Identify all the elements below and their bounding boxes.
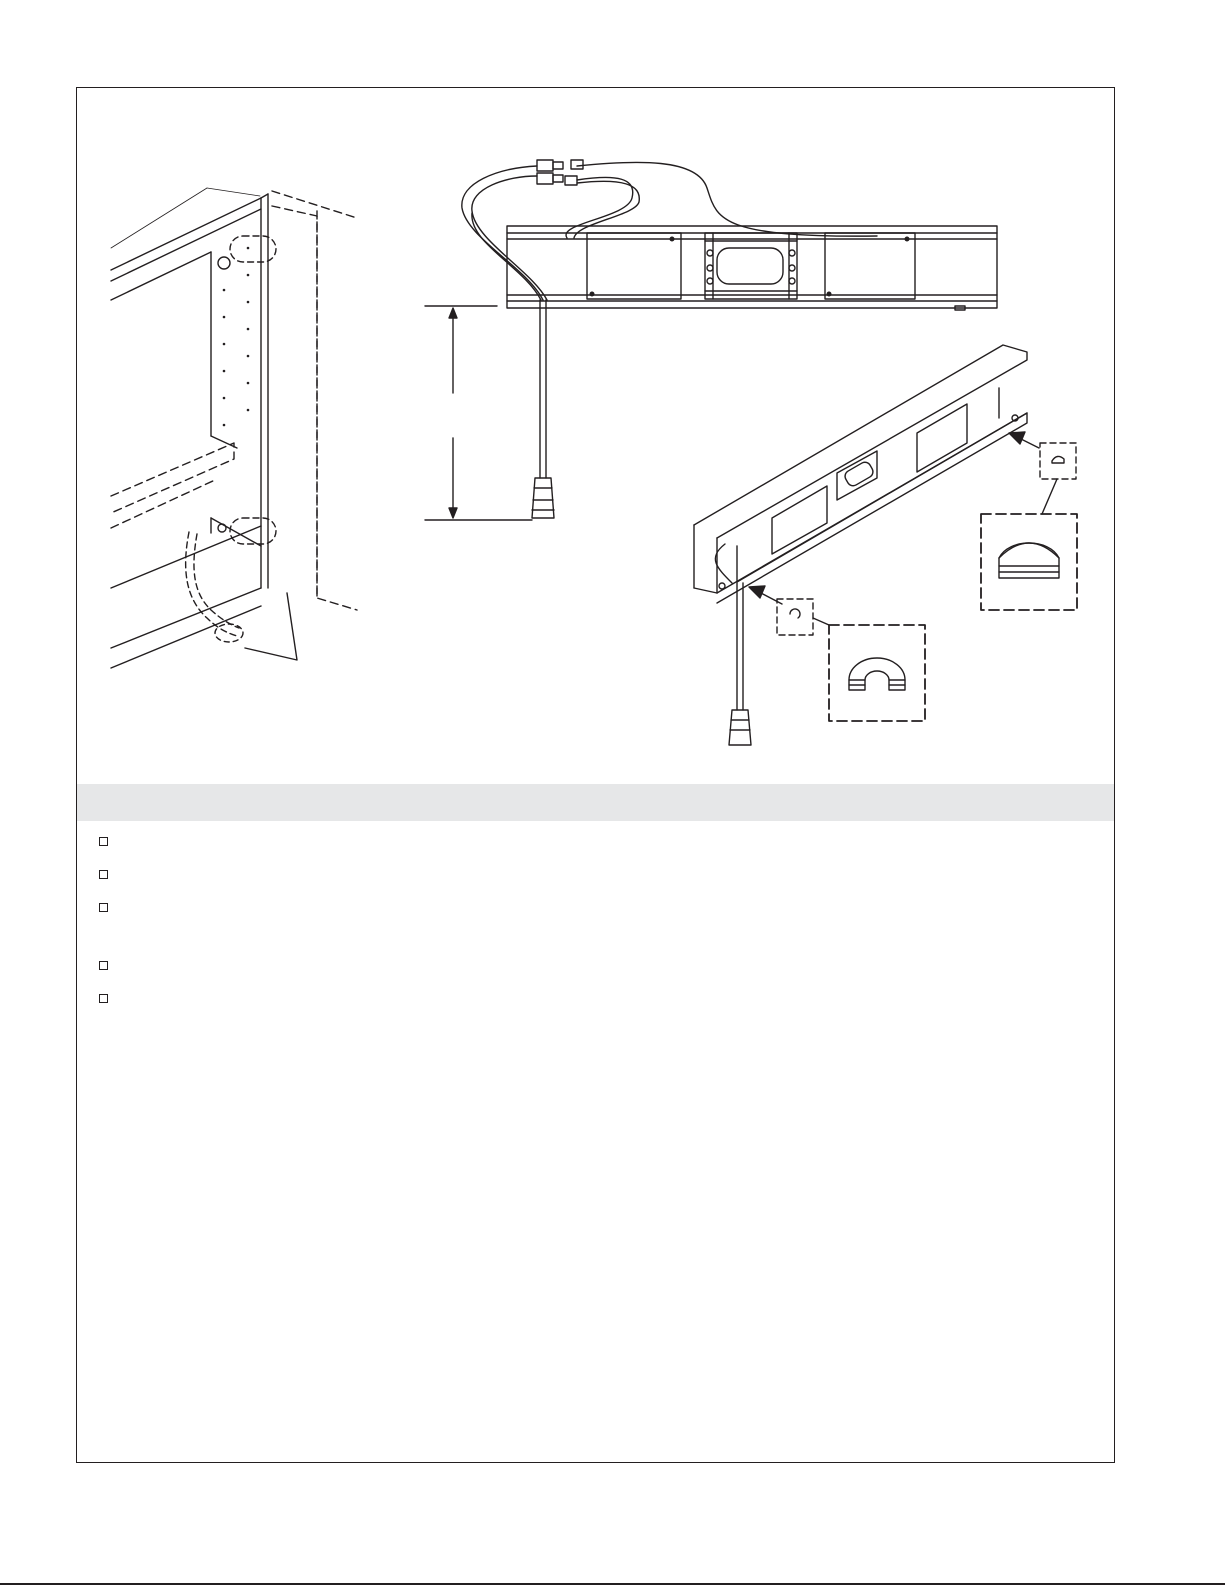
checkbox-icon[interactable]: [99, 870, 108, 879]
checkbox-icon[interactable]: [99, 961, 108, 970]
channel-front-view-illustration: [425, 160, 997, 520]
grommet-detail-icon: [777, 599, 925, 721]
checkbox-icon[interactable]: [99, 903, 108, 912]
plug-detail-icon: [981, 443, 1077, 610]
checkbox-icon[interactable]: [99, 837, 108, 846]
checklist-item: [99, 900, 1089, 916]
section-heading-band: [77, 784, 1114, 821]
checklist-item: [99, 958, 1089, 974]
cabinet-side-panel-illustration: [111, 188, 357, 668]
checklist-item: [99, 867, 1089, 883]
checkbox-icon[interactable]: [99, 994, 108, 1003]
page-frame: [76, 87, 1115, 1463]
installation-figure: [77, 88, 1113, 784]
direction-arrow-icon: [749, 432, 1039, 604]
checklist-item: [99, 991, 1089, 1007]
checklist-item: [99, 834, 1089, 850]
channel-isometric-illustration: [694, 345, 1039, 745]
